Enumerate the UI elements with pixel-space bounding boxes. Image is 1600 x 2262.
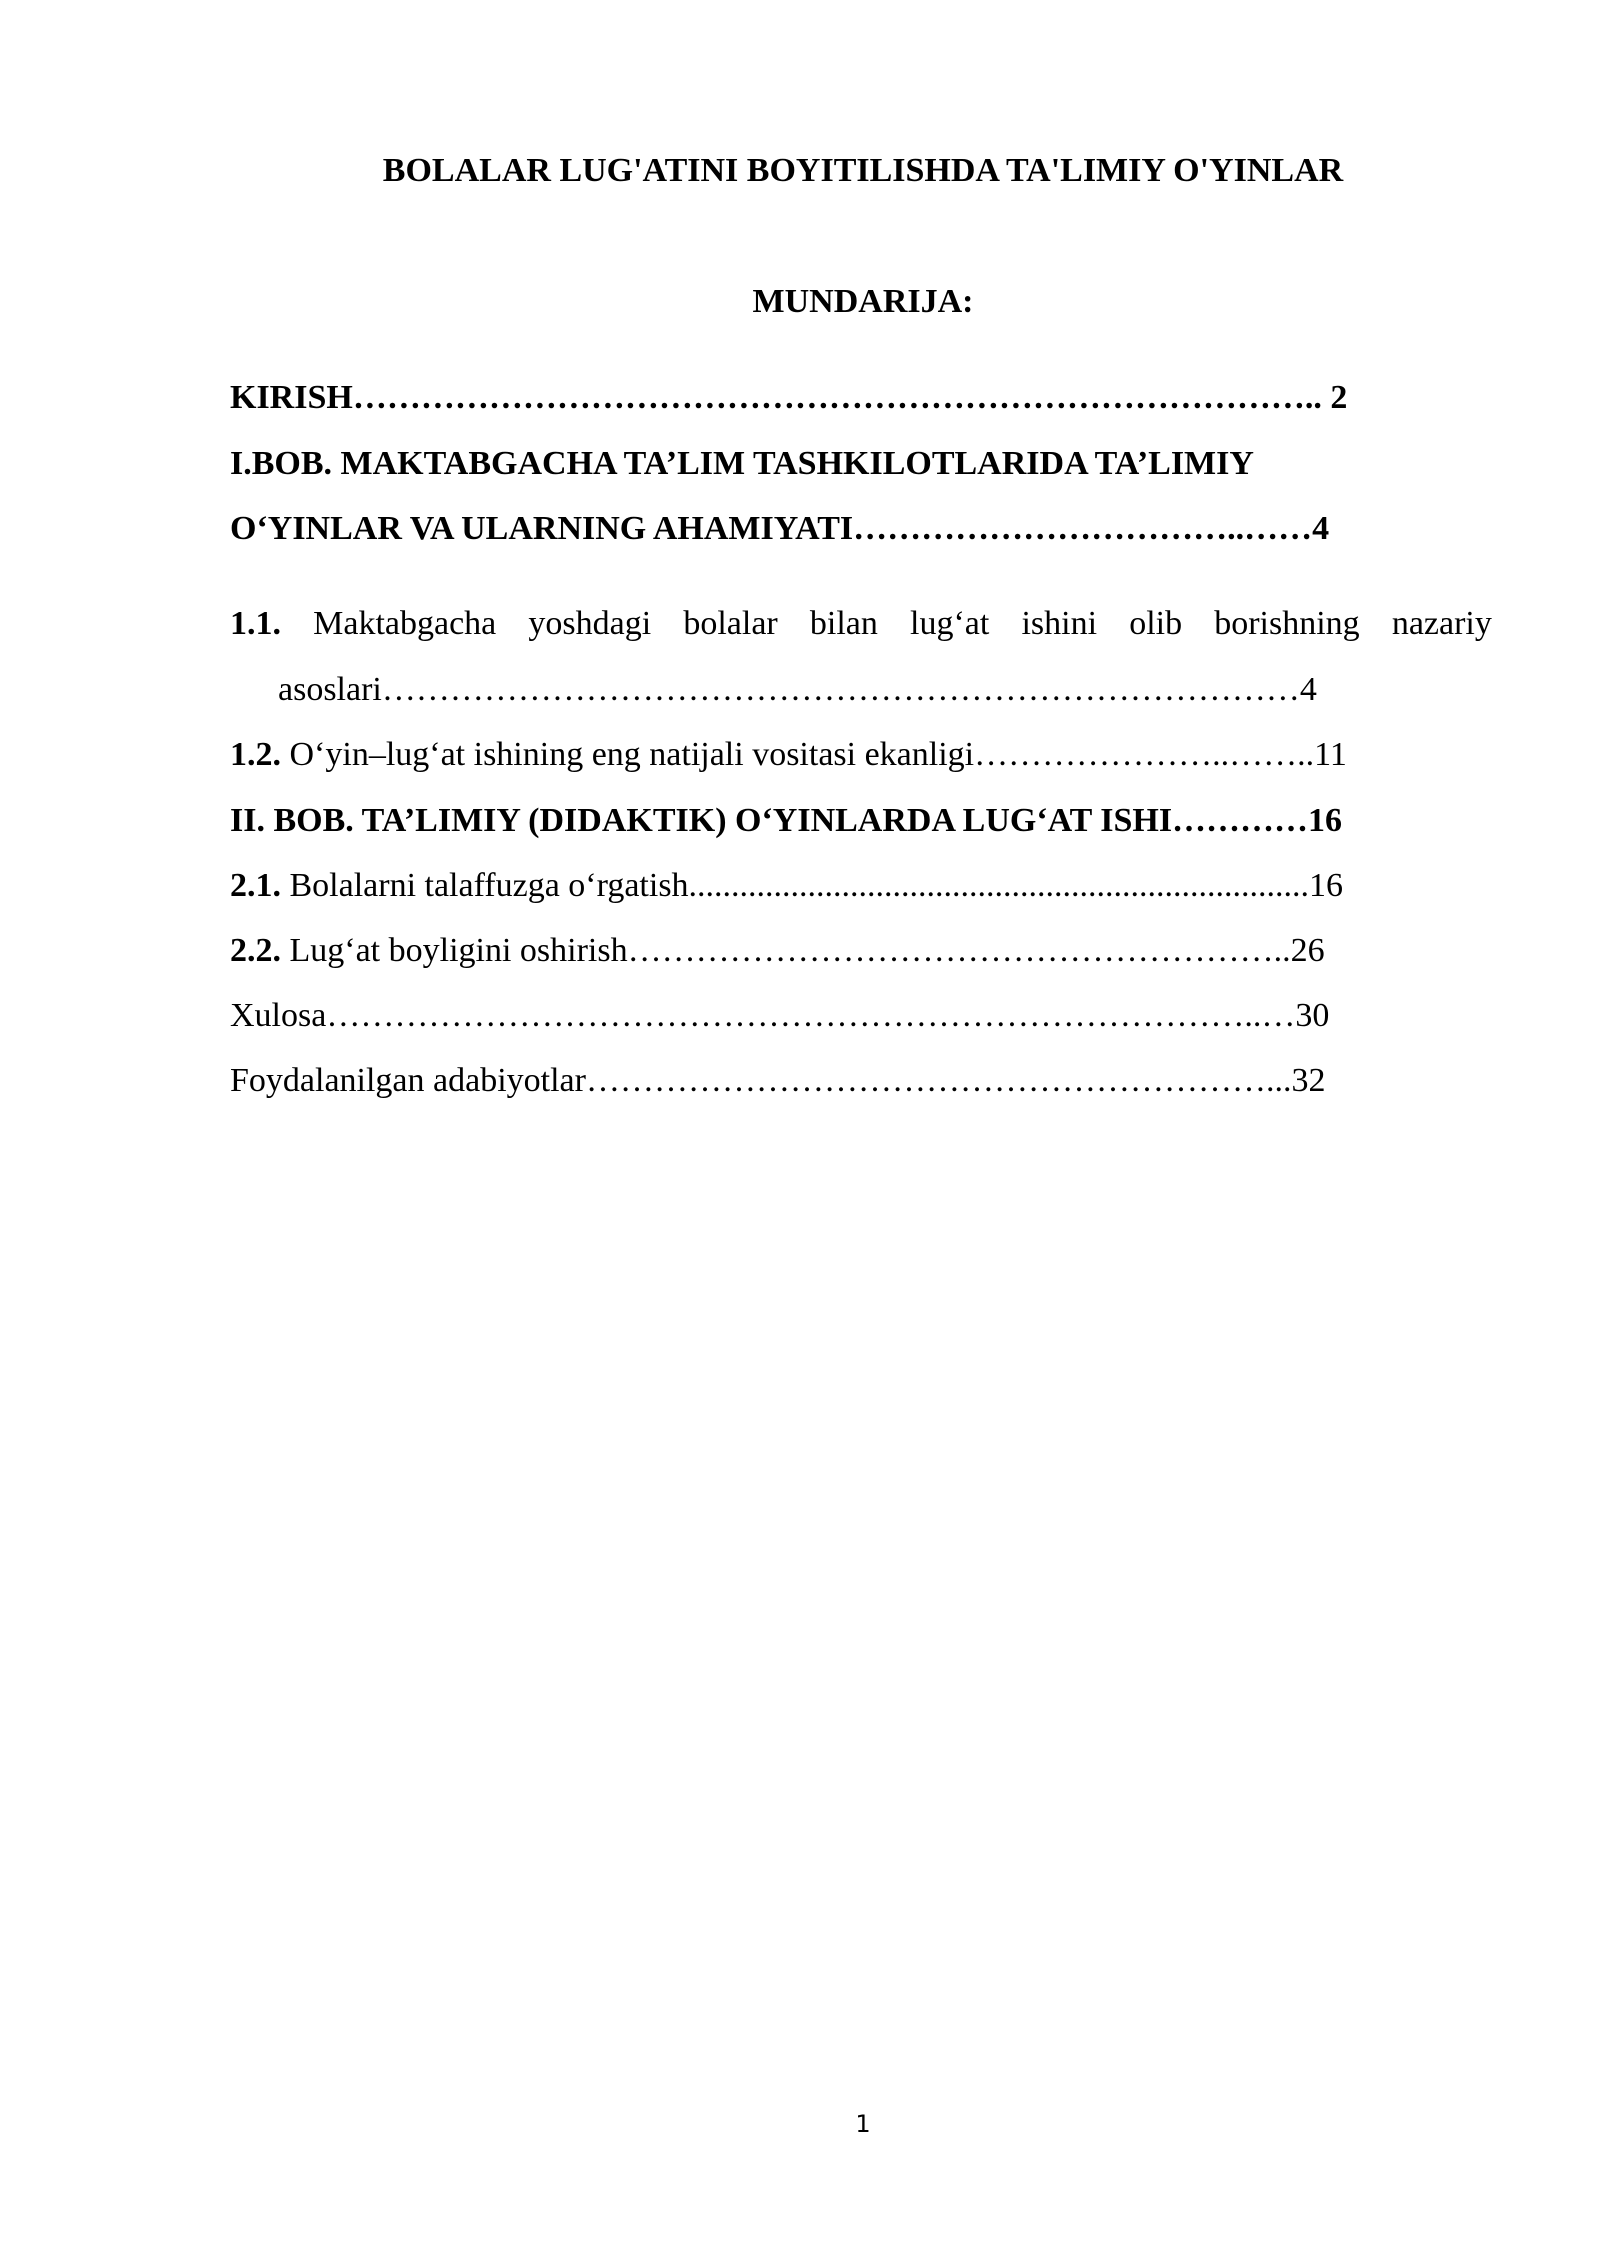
toc-entry-2-1[interactable] xyxy=(230,866,1343,906)
page-number: 1 xyxy=(855,2110,871,2138)
toc-entry-word: nazariy xyxy=(1391,605,1492,642)
toc-entry-number: 1.1. xyxy=(230,605,281,642)
toc-entry-word: ishini xyxy=(1021,605,1098,642)
toc-entry-word: lug‘at xyxy=(910,605,990,642)
toc-entry-text: Bolalarni talaffuzga o‘rgatish.........................................................................16 xyxy=(289,867,1344,904)
toc-entry-chapter-1-line-1[interactable]: I.BOB. MAKTABGACHA TA’LIM TASHKILOTLARIDA TA’LIMIY xyxy=(230,445,1254,482)
toc-entry-1-1[interactable] xyxy=(230,604,1492,644)
toc-entry-word: olib xyxy=(1129,605,1183,642)
toc-entry-xulosa[interactable]: Xulosa………………………………………………………………………..…30 xyxy=(230,997,1330,1034)
toc-heading: MUNDARIJA: xyxy=(752,283,974,320)
toc-entry-chapter-1-line-2[interactable]: O‘YINLAR VA ULARNING AHAMIYATI……………………………..……4 xyxy=(230,510,1330,547)
toc-entry-word: bolalar xyxy=(683,605,778,642)
toc-entry-word: Maktabgacha xyxy=(313,605,497,642)
toc-entry-number: 2.2. xyxy=(230,932,281,969)
document-title: BOLALAR LUG'ATINI BOYITILISHDA TA'LIMIY O'YINLAR xyxy=(382,152,1344,189)
toc-entry-number: 1.2. xyxy=(230,736,281,773)
toc-entry-word: borishning xyxy=(1214,605,1360,642)
toc-entry-1-2[interactable] xyxy=(230,735,1347,775)
toc-entry-word: yoshdagi xyxy=(528,605,652,642)
toc-entry-1-1-continuation[interactable]: asoslari………………………………………………………………………4 xyxy=(278,671,1317,708)
toc-entry-word: bilan xyxy=(809,605,878,642)
toc-entry-text: O‘yin–lug‘at ishining eng natijali vositasi ekanligi…………………..……..11 xyxy=(289,736,1347,773)
toc-entry-2-2[interactable] xyxy=(230,931,1325,971)
toc-entry-text: Lug‘at boyligini oshirish…………………………………………………..26 xyxy=(289,932,1325,969)
toc-entry-chapter-2[interactable]: II. BOB. TA’LIMIY (DIDAKTIK) O‘YINLARDA LUG‘AT ISHI…………16 xyxy=(230,802,1343,839)
toc-entry-word xyxy=(230,604,281,644)
toc-entry-kirish[interactable]: KIRISH………………………………………………………………………….. 2 xyxy=(230,379,1348,416)
toc-entry-references[interactable]: Foydalanilgan adabiyotlar……………………………………………………...32 xyxy=(230,1062,1326,1099)
toc-entry-number: 2.1. xyxy=(230,867,281,904)
